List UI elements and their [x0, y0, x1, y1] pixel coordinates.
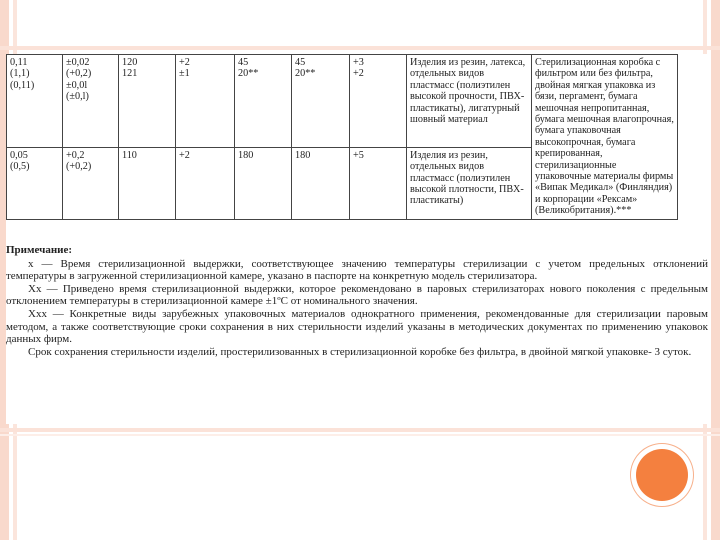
right-border-stripe: [711, 0, 720, 540]
cell-col2: +0,2 (+0,2): [63, 147, 119, 219]
cell-col7: +5: [350, 147, 407, 219]
cell-col6: 180: [292, 147, 350, 219]
top-border-line: [0, 46, 720, 50]
bottom-border-line-thin: [0, 434, 720, 436]
notes-title: Примечание:: [6, 244, 73, 256]
cell-col7: +3 +2: [350, 55, 407, 148]
cell-packaging: Стерилизационная коробка с фильтром или без фильтра, двойная мягкая упаковка из бязи, пергамент, бумага мешочная непропитанная, бумага мешочная влагопрочная, бумага упаковочная высокопрочная, бумага крепированная, стерилизационные упаковочные материалы фирмы «Випак Медикал» (Финляндия) и корпорации «Рексам» (Великобритания).***: [532, 55, 678, 220]
notes-section: [6, 244, 708, 358]
cell-col4: +2: [176, 147, 235, 219]
cell-items: Изделия из резин, латекса, отдельных видов пластмасс (полиэтилен высокой прочности, ПВХ-пластикаты), лигатурный шовный материал: [407, 55, 532, 148]
note-paragraph: Ххх — Конкретные виды зарубежных упаковочных материалов однократного применения, рекомендованные для стерилизации паровым методом, а также соответствующие сроки сохранения в них стерильности изделий указаны в методических документах по применению упаковок данных фирм.: [6, 307, 708, 346]
bottom-border-line: [0, 428, 720, 432]
cell-col1: 0,11 (1,1) (0,11): [7, 55, 63, 148]
sterilization-table: [6, 54, 678, 220]
cell-col1: 0,05 (0,5): [7, 147, 63, 219]
cell-col4: +2 ±1: [176, 55, 235, 148]
cell-col6: 45 20**: [292, 55, 350, 148]
document-page: [6, 54, 708, 424]
note-paragraph: Срок сохранения стерильности изделий, простерилизованных в стерилизационной коробке без фильтра, в двойной мягкой упаковке- 3 суток.: [28, 345, 692, 358]
cell-col2: ±0,02 (+0,2) ±0,0l (±0,l): [63, 55, 119, 148]
note-paragraph: Хх — Приведено время стерилизационной выдержки, которое рекомендовано в паровых стерилизаторах нового поколения с предельным отклонением температуры в стерилизационной камере ±1ºС от номинального значения.: [6, 282, 708, 308]
table-row: [7, 55, 678, 148]
cell-col3: 120 121: [119, 55, 176, 148]
decorative-orange-circle: [636, 449, 688, 501]
slide-top-area: [0, 0, 720, 48]
cell-items: Изделия из резин, отдельных видов пластмасс (полиэтилен высокой плотности, ПВХ-пластикаты): [407, 147, 532, 219]
cell-col5: 180: [235, 147, 292, 219]
note-paragraph: х — Время стерилизационной выдержки, соответствующее значению температуры стерилизации с учетом предельных отклонений температуры в загруженной стерилизационной камере, указано в паспорте на конкретную модель стерилизатора.: [6, 257, 708, 283]
cell-col5: 45 20**: [235, 55, 292, 148]
cell-col3: 110: [119, 147, 176, 219]
